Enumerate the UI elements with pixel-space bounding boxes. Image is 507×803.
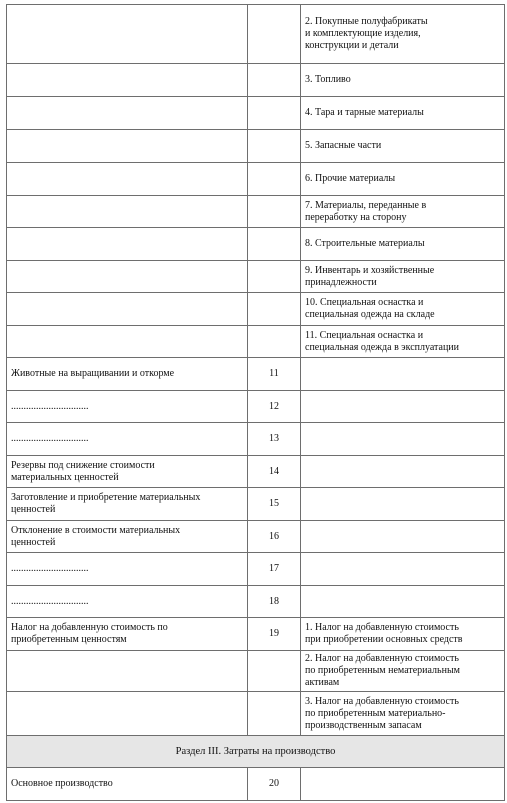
subaccount-cell (301, 692, 505, 736)
table-row (7, 618, 505, 651)
subaccount-cell (301, 196, 505, 228)
table-row (7, 196, 505, 228)
table-row (7, 488, 505, 521)
account-name-cell (7, 196, 248, 228)
table-row (7, 228, 505, 261)
subaccount-cell (301, 97, 505, 130)
account-code-cell (248, 521, 301, 553)
account-code-cell (248, 261, 301, 293)
account-code-cell (248, 196, 301, 228)
table-row (7, 326, 505, 358)
section-header-row (7, 736, 505, 768)
account-name-cell (7, 521, 248, 553)
subaccount-cell (301, 768, 505, 801)
subaccount-cell (301, 326, 505, 358)
subaccount-cell (301, 521, 505, 553)
section-title: Раздел III. Затраты на производство (7, 736, 505, 768)
account-name-cell (7, 228, 248, 261)
account-name-text: ............................... (11, 433, 89, 444)
account-code-cell (248, 97, 301, 130)
subaccount-text: 3. Налог на добавленную стоимость по приобретенным материально- производственным запасам (305, 695, 459, 731)
subaccount-cell (301, 391, 505, 423)
table-row (7, 586, 505, 618)
subaccount-cell (301, 293, 505, 326)
table-row (7, 521, 505, 553)
account-name-cell (7, 488, 248, 521)
subaccount-text: 3. Топливо (305, 74, 351, 85)
subaccount-cell (301, 163, 505, 196)
account-name-cell (7, 64, 248, 97)
account-name-cell (7, 97, 248, 130)
subaccount-cell (301, 488, 505, 521)
subaccount-cell (301, 618, 505, 651)
subaccount-text: 2. Налог на добавленную стоимость по приобретенным нематериальным активам (305, 653, 461, 688)
table-row (7, 261, 505, 293)
account-name-cell (7, 261, 248, 293)
account-code-cell (248, 423, 301, 456)
account-code-cell (248, 586, 301, 618)
subaccount-text: 10. Специальная оснастка и специальная одежда на складе (305, 297, 435, 320)
account-name-text: ............................... (11, 595, 89, 607)
account-code-cell (248, 293, 301, 326)
account-code-text: 14 (269, 465, 279, 477)
account-name-cell (7, 456, 248, 488)
subaccount-cell (301, 358, 505, 391)
account-name-cell (7, 692, 248, 736)
subaccount-text: 1. Налог на добавленную стоимость при приобретении основных средств (305, 622, 463, 645)
account-name-text: Заготовление и приобретение материальных ценностей (11, 492, 201, 515)
account-code-cell (248, 618, 301, 651)
subaccount-text: 6. Прочие материалы (305, 173, 396, 184)
table-row (7, 651, 505, 692)
table-row (7, 553, 505, 586)
account-code-cell (248, 228, 301, 261)
account-code-cell (248, 64, 301, 97)
table-row (7, 692, 505, 736)
chart-of-accounts-table-fragment (6, 4, 503, 801)
account-name-text: Резервы под снижение стоимости материальных ценностей (11, 459, 155, 483)
account-name-cell (7, 358, 248, 391)
account-code-cell (248, 651, 301, 692)
table-row (7, 391, 505, 423)
account-code-text: 18 (269, 595, 279, 607)
table-row (7, 97, 505, 130)
subaccount-cell (301, 423, 505, 456)
subaccount-text: 4. Тара и тарные материалы (305, 107, 424, 118)
account-name-text: Животные на выращивании и откорме (11, 368, 175, 379)
account-name-text: Налог на добавленную стоимость по приобретенным ценностям (11, 622, 168, 645)
subaccount-cell (301, 130, 505, 163)
subaccount-cell (301, 586, 505, 618)
account-name-cell (7, 326, 248, 358)
account-code-text: 17 (269, 563, 279, 574)
subaccount-text: 11. Специальная оснастка и специальная одежда в эксплуатации (305, 329, 460, 353)
account-code-cell (248, 130, 301, 163)
account-name-cell (7, 423, 248, 456)
table-row (7, 768, 505, 801)
table-row (7, 163, 505, 196)
account-code-text: 15 (269, 498, 279, 509)
subaccount-cell (301, 553, 505, 586)
subaccount-cell (301, 228, 505, 261)
table-row (7, 5, 505, 64)
account-code-text: 20 (269, 778, 279, 789)
subaccount-cell (301, 261, 505, 293)
account-code-text: 12 (269, 400, 279, 412)
account-name-cell (7, 553, 248, 586)
account-name-text: Отклонение в стоимости материальных ценностей (11, 524, 181, 548)
account-code-cell (248, 768, 301, 801)
subaccount-text: 2. Покупные полуфабрикаты и комплектующие изделия, конструкции и детали (305, 16, 428, 51)
account-code-cell (248, 488, 301, 521)
account-code-cell (248, 456, 301, 488)
account-name-text: ............................... (11, 563, 89, 574)
subaccount-cell (301, 456, 505, 488)
table-row (7, 130, 505, 163)
table-row (7, 64, 505, 97)
table-row (7, 456, 505, 488)
subaccount-text: 9. Инвентарь и хозяйственные принадлежности (305, 264, 435, 288)
account-code-text: 11 (269, 368, 279, 379)
subaccount-text: 5. Запасные части (305, 140, 382, 151)
accounts-table (6, 4, 505, 801)
account-code-text: 16 (269, 530, 279, 542)
account-name-cell (7, 5, 248, 64)
subaccount-text: 7. Материалы, переданные в переработку на сторону (305, 199, 427, 223)
subaccount-cell (301, 651, 505, 692)
account-name-cell (7, 163, 248, 196)
account-name-cell (7, 618, 248, 651)
account-name-text: Основное производство (11, 778, 113, 789)
account-code-text: 19 (269, 628, 279, 639)
subaccount-cell (301, 64, 505, 97)
account-name-cell (7, 586, 248, 618)
account-name-text: ............................... (11, 400, 89, 412)
account-code-cell (248, 553, 301, 586)
subaccount-cell (301, 5, 505, 64)
table-row (7, 423, 505, 456)
account-code-cell (248, 5, 301, 64)
account-code-cell (248, 326, 301, 358)
account-name-cell (7, 293, 248, 326)
account-code-cell (248, 163, 301, 196)
account-code-cell (248, 391, 301, 423)
table-row (7, 358, 505, 391)
account-name-cell (7, 651, 248, 692)
account-name-cell (7, 130, 248, 163)
account-code-text: 13 (269, 433, 279, 444)
account-code-cell (248, 692, 301, 736)
subaccount-text: 8. Строительные материалы (305, 238, 425, 249)
account-name-cell (7, 768, 248, 801)
table-row (7, 293, 505, 326)
account-code-cell (248, 358, 301, 391)
account-name-cell (7, 391, 248, 423)
